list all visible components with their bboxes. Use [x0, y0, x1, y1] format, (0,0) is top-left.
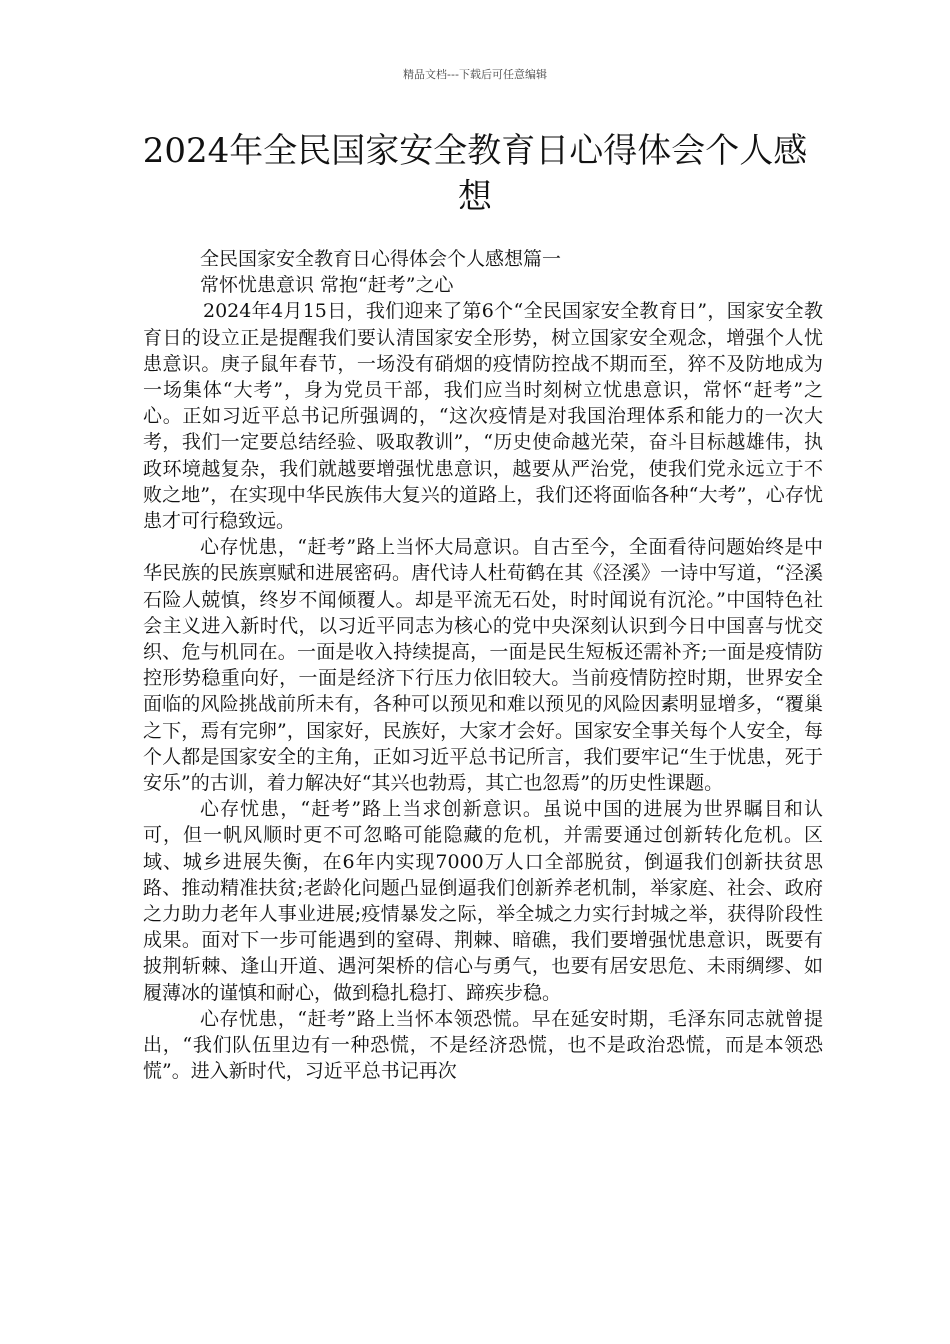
- section-heading: 全民国家安全教育日心得体会个人感想篇一: [200, 248, 562, 270]
- header-note: 精品文档---下载后可任意编辑: [403, 68, 547, 81]
- paragraph-2: 心存忧患，“赶考”路上当怀大局意识。自古至今，全面看待问题始终是中华民族的民族禀赋和进展密码。唐代诗人杜荀鹤在其《泾溪》一诗中写道，“泾溪石险人兢慎，终岁不闻倾覆人。却是平流无石处，时时闻说有沉沦。”中国特色社会主义进入新时代，以习近平同志为核心的党中央深刻认识到今日中国喜与忧交织、危与机同在。一面是收入持续提高，一面是民生短板还需补齐;一面是疫情防控形势稳重向好，一面是经济下行压力依旧较大。当前疫情防控时期，世界安全面临的风险挑战前所未有，各种可以预见和难以预见的风险因素明显增多，“覆巢之下，焉有完卵”，国家好，民族好，大家才会好。国家安全事关每个人安全，每个人都是国家安全的主角，正如习近平总书记所言，我们要牢记“生于忧患，死于安乐”的古训，着力解决好“其兴也勃焉，其亡也忽焉”的历史性课题。: [143, 536, 823, 795]
- paragraph-1: 2024年4月15日，我们迎来了第6个“全民国家安全教育日”，国家安全教育日的设立正是提醒我们要认清国家安全形势，树立国家安全观念，增强个人忧患意识。庚子鼠年春节，一场没有硝烟的疫情防控战不期而至，猝不及防地成为一场集体“大考”，身为党员干部，我们应当时刻树立忧患意识，常怀“赶考”之心。正如习近平总书记所强调的，“这次疫情是对我国治理体系和能力的一次大考，我们一定要总结经验、吸取教训”，“历史使命越光荣，奋斗目标越雄伟，执政环境越复杂，我们就越要增强忧患意识，越要从严治党，使我们党永远立于不败之地”，在实现中华民族伟大复兴的道路上，我们还将面临各种“大考”，心存忧患才可行稳致远。: [143, 300, 823, 533]
- document-body: [143, 246, 823, 1085]
- paragraph-4: 心存忧患，“赶考”路上当怀本领恐慌。早在延安时期，毛泽东同志就曾提出，“我们队伍里边有一种恐慌，不是经济恐慌，也不是政治恐慌，而是本领恐慌”。进入新时代，习近平总书记再次: [143, 1007, 823, 1083]
- section-subheading: 常怀忧患意识 常抱“赶考”之心: [200, 274, 454, 297]
- document-title: 2024年全民国家安全教育日心得体会个人感想: [142, 131, 808, 217]
- paragraph-3: 心存忧患，“赶考”路上当求创新意识。虽说中国的进展为世界瞩目和认可，但一帆风顺时更不可忽略可能隐藏的危机，并需要通过创新转化危机。区域、城乡进展失衡，在6年内实现7000万人口全部脱贫，倒逼我们创新扶贫思路、推动精准扶贫;老龄化问题凸显倒逼我们创新养老机制，举家庭、社会、政府之力助力老年人事业进展;疫情暴发之际，举全城之力实行封城之举，获得阶段性成果。面对下一步可能遇到的窒碍、荆棘、暗礁，我们要增强忧患意识，既要有披荆斩棘、逢山开道、遇河架桥的信心与勇气，也要有居安思危、未雨绸缪、如履薄冰的谨慎和耐心，做到稳扎稳打、蹄疾步稳。: [143, 798, 823, 1004]
